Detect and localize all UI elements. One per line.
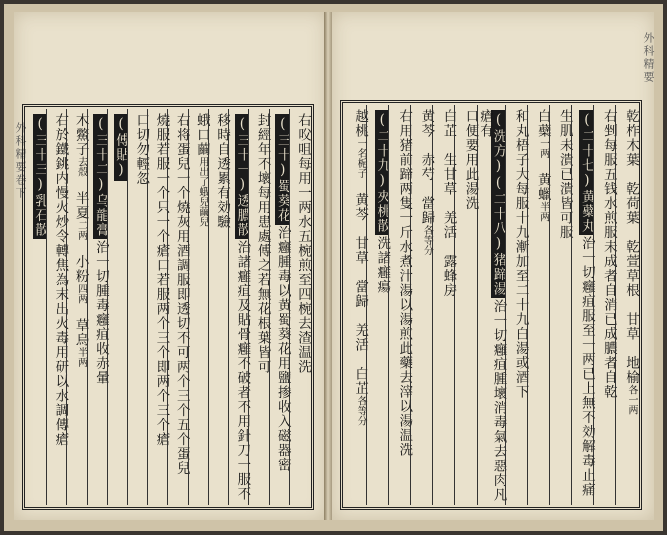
text-column [167,109,190,505]
body-text: 燒服若服一个只一个瘡口若服两个三个即两个三个瘡 [153,113,170,447]
annotation-text: 一两 [537,138,549,158]
recipe-heading-tag: (三十三)乳石散 [32,116,49,237]
text-column [505,105,527,505]
text-column [345,105,369,505]
text-column [410,105,435,505]
left-columns [27,109,309,505]
body-text: 右剉每服五钱水煎服未成者自消已成膿者自乾 [600,109,617,399]
left-page [14,12,326,520]
text-column [208,109,231,505]
body-text: 治諸癰疽及貼骨癰不破者不用針刀一服不 [234,240,251,501]
body-text: 治一切癰疽腫壞消毒氣去惡肉凡瘡有 [477,109,507,502]
annotation-text: 半两 [537,201,549,222]
recipe-heading-tag: (三十一)透膿散 [234,116,251,237]
recipe-heading-tag: (傅貼) [113,116,130,179]
annotation-text: 各一两 [626,384,637,415]
body-text: 小粉 [72,240,89,284]
text-column [188,109,208,505]
recipe-heading-tag: (二十九)夾桃散 [374,112,391,233]
text-column [366,105,391,505]
left-text-frame [22,104,314,510]
annotation-text: 四两 [75,283,87,304]
text-column [269,109,289,505]
body-text: 草烏 [72,303,89,347]
text-column [46,109,69,505]
text-column [228,109,251,505]
text-column [147,109,170,505]
text-column [127,109,150,505]
annotation-text: 半两 [75,347,87,367]
text-column [549,105,571,505]
text-column [527,105,549,505]
right-margin-title: 外科精要 [642,32,655,84]
text-column [477,105,505,505]
body-text: 右㕮咀每用一两水五椀煎至四椀去渣温洗 [295,113,311,374]
body-text: 白蘗 [534,109,551,138]
annotation-text: 二两 [75,220,87,240]
body-text: 洗諸癰瘍 [374,236,391,294]
annotation-text: 用出了蛾兒繭兒 [196,156,208,227]
body-text: 木鱉子 [72,113,89,157]
open-book [4,4,663,531]
recipe-heading-tag: (二十七)黄蘗丸 [578,112,595,233]
body-text: 治癰腫毒以黄蜀葵花用鹽掺收入磁器密 [274,225,291,472]
body-text: 黄芩 甘草 當歸 羌活 白芷 [352,178,369,396]
annotation-text: 一名梔子 [355,138,367,178]
text-column [571,105,593,505]
body-text: 口便要用此湯洗 [462,109,479,211]
body-text: 右用猪前蹄两隻一斤水煮汁湯以湯煎此藥去滓以湯温洗 [396,109,413,457]
body-text: 治一切癰疽服至一两已上無不効解毒止痛 [578,236,595,497]
recipe-heading-tag: (三十)蜀葵花 [274,116,291,223]
text-column [432,105,457,505]
body-text: 越桃 [352,109,369,138]
text-column [593,105,615,505]
body-text: 移時自透累有効驗 [214,113,231,229]
left-margin-title: 外科精要卷下 [14,122,27,200]
text-column [107,109,130,505]
right-page [332,12,654,520]
body-text: 蛾口繭 [193,113,210,157]
body-text: 口切勿輕忽 [133,113,150,186]
body-text: 乾柞木葉 乾荷葉 乾萱草根 甘草 地榆 [623,109,639,385]
recipe-heading-tag: (三十二)乌龍膏 [92,116,109,237]
text-column [27,109,49,505]
annotation-text: 去殻 [75,156,87,177]
body-text: 白芷 生甘草 羌活 露蜂房 [440,109,457,298]
body-text: 封經年不壞每用患處傅之若無花根葉皆可 [254,113,271,374]
annotation-text: 各等分 [421,225,433,255]
body-text: 右於鐵銚内慢火炒令轉焦為末出火毒用研以水調傳瘡 [52,113,69,447]
body-text: 生肌未潰已潰皆可服 [556,109,573,240]
text-column [615,105,637,505]
text-column [248,109,271,505]
annotation-text: 各等分 [355,395,367,426]
body-text: 黄蠟 [534,158,551,202]
body-text: 和丸梧子大每服十九漸加至二十九白湯或酒下 [512,109,529,399]
right-text-frame [340,100,642,510]
right-columns [345,105,637,505]
text-column [289,109,309,505]
text-column [87,109,107,505]
text-column [66,109,89,505]
text-column [388,105,413,505]
body-text: 右将蛋兒一个燒灰用酒調服即透切不可两个三个五个蛋兒 [173,113,190,476]
text-column [454,105,479,505]
body-text: 半夏 [72,176,89,220]
body-text: 黄芩 赤芍 當歸 [418,109,435,225]
recipe-heading-tag: (洗方)(二十八)猪蹄湯 [490,112,507,296]
body-text: 治一切腫毒癰疽收赤暈 [92,240,109,385]
